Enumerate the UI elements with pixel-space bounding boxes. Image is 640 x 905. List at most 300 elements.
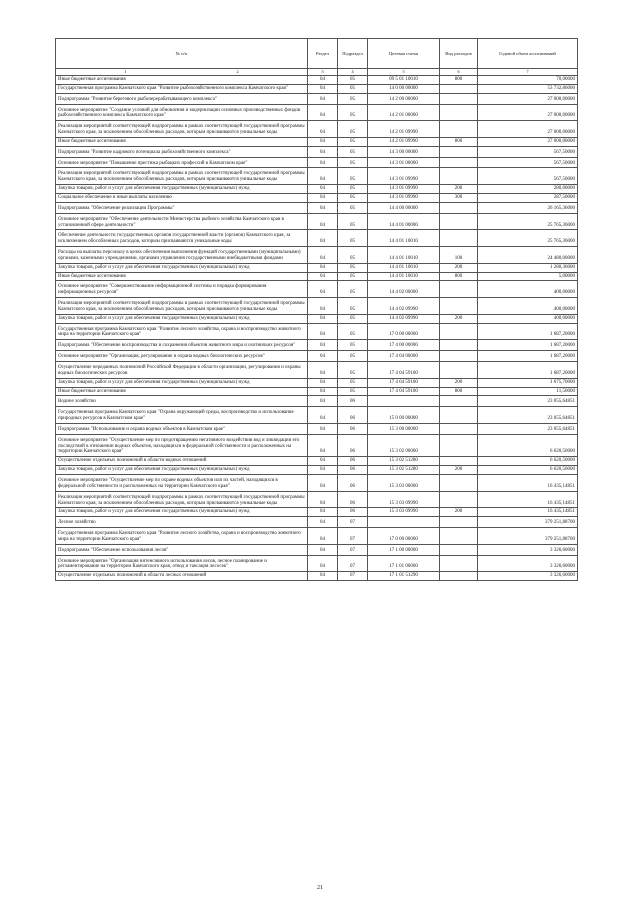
row-amount: 26 165,36000 bbox=[478, 202, 578, 213]
table-row bbox=[56, 474, 578, 491]
row-section: 04 bbox=[308, 491, 338, 508]
row-amount: 27 000,00000 bbox=[478, 121, 578, 138]
row-amount: 6 620,50000 bbox=[478, 434, 578, 457]
table-row bbox=[56, 491, 578, 508]
header-annual-amount: Годовой объем ассигнований bbox=[478, 39, 578, 69]
table-row bbox=[56, 423, 578, 434]
table-row bbox=[56, 434, 578, 457]
table-row bbox=[56, 407, 578, 424]
row-expense-type bbox=[440, 517, 478, 528]
row-amount: 1 687,20000 bbox=[478, 340, 578, 351]
row-subsection: 05 bbox=[338, 213, 368, 230]
table-row bbox=[56, 146, 578, 157]
row-section: 04 bbox=[308, 407, 338, 424]
row-subsection: 07 bbox=[338, 528, 368, 545]
row-amount: 23 055,64851 bbox=[478, 396, 578, 407]
row-subsection: 05 bbox=[338, 168, 368, 185]
row-amount: 1 675,70000 bbox=[478, 378, 578, 387]
column-number-1: 1 bbox=[124, 68, 127, 74]
row-description: Водное хозяйство bbox=[56, 396, 308, 407]
table-row bbox=[56, 340, 578, 351]
row-expense-type bbox=[440, 84, 478, 93]
row-expense-type: 200 bbox=[440, 466, 478, 475]
row-description: Государственная программа Камчатского края "Развитие лесного хозяйства, охрана и воспроизводство животного мира на территории Камчатского края" bbox=[56, 323, 308, 340]
table-row bbox=[56, 528, 578, 545]
row-section: 04 bbox=[308, 272, 338, 281]
row-subsection: 05 bbox=[338, 137, 368, 146]
row-expense-type bbox=[440, 544, 478, 555]
row-section: 04 bbox=[308, 202, 338, 213]
row-section: 04 bbox=[308, 544, 338, 555]
row-description: Основное мероприятие "Осуществление мер по охране водных объектов или их частей, находящихся в федеральной собственности и расположенных на территории Камчатского края" bbox=[56, 474, 308, 491]
row-target-article: 14 4 01 00000 bbox=[368, 213, 440, 230]
column-number-row bbox=[56, 69, 578, 76]
row-subsection: 05 bbox=[338, 84, 368, 93]
row-amount: 280,00000 bbox=[478, 185, 578, 194]
row-expense-type bbox=[440, 93, 478, 104]
row-section: 04 bbox=[308, 362, 338, 379]
table-row bbox=[56, 466, 578, 475]
row-expense-type bbox=[440, 491, 478, 508]
table-row bbox=[56, 104, 578, 121]
table-row bbox=[56, 84, 578, 93]
row-description: Иные бюджетные ассигнования bbox=[56, 387, 308, 396]
row-subsection: 05 bbox=[338, 263, 368, 272]
row-subsection: 05 bbox=[338, 314, 368, 323]
row-subsection: 06 bbox=[338, 474, 368, 491]
column-number-2: 2 bbox=[236, 68, 239, 74]
row-subsection: 06 bbox=[338, 396, 368, 407]
row-target-article: 14 4 01 10010 bbox=[368, 263, 440, 272]
row-amount: 400,00000 bbox=[478, 298, 578, 315]
row-target-article: 14 4 00 00000 bbox=[368, 202, 440, 213]
row-amount: 5,00000 bbox=[478, 272, 578, 281]
row-subsection: 05 bbox=[338, 93, 368, 104]
row-amount: 23 055,64851 bbox=[478, 407, 578, 424]
row-target-article: 15 3 02 51280 bbox=[368, 457, 440, 466]
table-row bbox=[56, 396, 578, 407]
row-expense-type bbox=[440, 213, 478, 230]
table-row bbox=[56, 263, 578, 272]
header-name: № п/п bbox=[56, 39, 308, 69]
row-section: 04 bbox=[308, 157, 338, 168]
row-expense-type: 800 bbox=[440, 76, 478, 85]
row-subsection: 06 bbox=[338, 423, 368, 434]
row-target-article: 14 3 00 00000 bbox=[368, 146, 440, 157]
row-target-article: 17 1 00 00000 bbox=[368, 544, 440, 555]
row-section: 04 bbox=[308, 121, 338, 138]
row-expense-type: 200 bbox=[440, 185, 478, 194]
row-section: 04 bbox=[308, 263, 338, 272]
row-amount: 70,00000 bbox=[478, 76, 578, 85]
table-row bbox=[56, 76, 578, 85]
row-expense-type: 800 bbox=[440, 137, 478, 146]
row-subsection: 05 bbox=[338, 230, 368, 247]
row-target-article: 14 4 02 09990 bbox=[368, 298, 440, 315]
row-description: Основное мероприятие "Организация, регулирование и охрана водных биологических ресурсов" bbox=[56, 351, 308, 362]
row-subsection: 05 bbox=[338, 272, 368, 281]
row-amount: 27 000,00000 bbox=[478, 137, 578, 146]
row-target-article: 14 4 01 10010 bbox=[368, 230, 440, 247]
column-number bbox=[56, 69, 308, 76]
column-number: 3 bbox=[308, 69, 338, 76]
row-target-article: 17 4 04 59100 bbox=[368, 387, 440, 396]
table-row bbox=[56, 544, 578, 555]
row-amount: 567,50000 bbox=[478, 146, 578, 157]
row-description: Основное мероприятие "Обеспечение деятельности Министерства рыбного хозяйства Камчатского края в установленной сфере деятельности" bbox=[56, 213, 308, 230]
row-subsection: 05 bbox=[338, 378, 368, 387]
row-target-article: 17 1 01 51290 bbox=[368, 572, 440, 581]
row-target-article: 14 3 01 09990 bbox=[368, 193, 440, 202]
row-amount: 23 055,64851 bbox=[478, 423, 578, 434]
header-target-article: Целевая статья bbox=[368, 39, 440, 69]
row-target-article: 17 0 00 00000 bbox=[368, 528, 440, 545]
row-description: Реализация мероприятий соответствующей подпрограммы в рамках соответствующей государственной программы Камчатского края, за исключением обособленных расходов, которым присваиваются уникальные коды bbox=[56, 298, 308, 315]
row-expense-type: 100 bbox=[440, 247, 478, 264]
row-amount: 24 480,00000 bbox=[478, 247, 578, 264]
row-target-article: 14 4 02 00000 bbox=[368, 281, 440, 298]
budget-allocation-table bbox=[55, 38, 578, 581]
row-section: 04 bbox=[308, 146, 338, 157]
row-target-article: 17 4 04 59100 bbox=[368, 362, 440, 379]
header-expense-type: Вид расходов bbox=[440, 39, 478, 69]
row-section: 04 bbox=[308, 314, 338, 323]
row-expense-type: 200 bbox=[440, 314, 478, 323]
row-description: Государственная программа Камчатского края "Развитие лесного хозяйства, охрана и воспроизводство животного мира на территории Камчатского края" bbox=[56, 528, 308, 545]
row-expense-type: 200 bbox=[440, 378, 478, 387]
table-row bbox=[56, 272, 578, 281]
row-expense-type bbox=[440, 434, 478, 457]
row-section: 04 bbox=[308, 423, 338, 434]
row-subsection: 05 bbox=[338, 351, 368, 362]
budget-document-page bbox=[55, 38, 577, 581]
row-section: 04 bbox=[308, 474, 338, 491]
row-description: Подпрограмма "Обеспечение реализации Программы" bbox=[56, 202, 308, 213]
row-subsection: 05 bbox=[338, 281, 368, 298]
row-target-article: 15 0 00 00000 bbox=[368, 407, 440, 424]
row-expense-type bbox=[440, 157, 478, 168]
row-amount: 27 000,00000 bbox=[478, 104, 578, 121]
row-expense-type: 800 bbox=[440, 387, 478, 396]
table-row bbox=[56, 202, 578, 213]
table-row bbox=[56, 387, 578, 396]
row-section: 04 bbox=[308, 387, 338, 396]
row-expense-type: 200 bbox=[440, 508, 478, 517]
row-target-article: 09 5 01 10010 bbox=[368, 76, 440, 85]
row-description: Закупка товаров, работ и услуг для обеспечения государственных (муниципальных) нужд bbox=[56, 508, 308, 517]
row-expense-type bbox=[440, 323, 478, 340]
row-amount: 1 687,20000 bbox=[478, 351, 578, 362]
row-amount: 567,50000 bbox=[478, 168, 578, 185]
row-amount: 11,50000 bbox=[478, 387, 578, 396]
row-expense-type bbox=[440, 340, 478, 351]
row-amount: 567,50000 bbox=[478, 157, 578, 168]
row-section: 04 bbox=[308, 193, 338, 202]
row-amount: 16 435,14851 bbox=[478, 491, 578, 508]
row-section: 04 bbox=[308, 466, 338, 475]
row-target-article: 14 4 01 10010 bbox=[368, 247, 440, 264]
row-target-article: 14 0 00 00000 bbox=[368, 84, 440, 93]
row-subsection: 07 bbox=[338, 544, 368, 555]
row-amount: 6 620,50000 bbox=[478, 457, 578, 466]
row-subsection: 05 bbox=[338, 202, 368, 213]
row-expense-type bbox=[440, 572, 478, 581]
row-amount: 379 251,88700 bbox=[478, 517, 578, 528]
column-number: 4 bbox=[338, 69, 368, 76]
row-target-article bbox=[368, 396, 440, 407]
header-subsection: Подраздел bbox=[338, 39, 368, 69]
row-section: 04 bbox=[308, 457, 338, 466]
row-target-article: 17 4 00 00000 bbox=[368, 340, 440, 351]
row-target-article: 14 4 02 09990 bbox=[368, 314, 440, 323]
page-number: 21 bbox=[317, 885, 323, 891]
table-header bbox=[56, 39, 578, 76]
row-description: Основное мероприятие "Организация интенсивного использования лесов, лесное планирование и регламентирование на территории Камчатского края, отвод и таксация лесосек" bbox=[56, 555, 308, 572]
row-subsection: 06 bbox=[338, 434, 368, 457]
row-expense-type bbox=[440, 281, 478, 298]
row-amount: 16 435,14851 bbox=[478, 508, 578, 517]
row-subsection: 05 bbox=[338, 340, 368, 351]
row-description: Осуществление отдельных полномочий в области водных отношений bbox=[56, 457, 308, 466]
table-row bbox=[56, 351, 578, 362]
row-description: Расходы на выплаты персоналу в целях обеспечения выполнения функций государственными (муниципальными) органами, казенными учреждениями, органами управления государственными внебюджетными фондами bbox=[56, 247, 308, 264]
table-row bbox=[56, 121, 578, 138]
row-expense-type: 300 bbox=[440, 193, 478, 202]
row-expense-type bbox=[440, 555, 478, 572]
row-subsection: 05 bbox=[338, 362, 368, 379]
column-number: 7 bbox=[478, 69, 578, 76]
row-target-article: 15 3 03 09990 bbox=[368, 508, 440, 517]
row-amount: 3 326,60000 bbox=[478, 555, 578, 572]
row-expense-type bbox=[440, 121, 478, 138]
row-amount: 287,50000 bbox=[478, 193, 578, 202]
row-description: Иные бюджетные ассигнования bbox=[56, 76, 308, 85]
row-amount: 400,00000 bbox=[478, 281, 578, 298]
row-subsection: 05 bbox=[338, 146, 368, 157]
table-row bbox=[56, 572, 578, 581]
row-target-article: 15 3 00 00000 bbox=[368, 423, 440, 434]
row-section: 04 bbox=[308, 247, 338, 264]
table-row bbox=[56, 362, 578, 379]
row-amount: 1 687,20000 bbox=[478, 323, 578, 340]
row-expense-type: 200 bbox=[440, 263, 478, 272]
row-amount: 1 280,36000 bbox=[478, 263, 578, 272]
row-target-article: 15 3 03 00000 bbox=[368, 474, 440, 491]
row-description: Реализация мероприятий соответствующей подпрограммы в рамках соответствующей государственной программы Камчатского края, за исключением обособленных расходов, которым присваиваются уникальные коды bbox=[56, 121, 308, 138]
row-subsection: 05 bbox=[338, 157, 368, 168]
row-target-article: 17 4 04 00000 bbox=[368, 351, 440, 362]
row-section: 04 bbox=[308, 572, 338, 581]
row-section: 04 bbox=[308, 555, 338, 572]
row-subsection: 05 bbox=[338, 76, 368, 85]
column-number: 6 bbox=[440, 69, 478, 76]
row-amount: 16 435,14851 bbox=[478, 474, 578, 491]
row-subsection: 05 bbox=[338, 298, 368, 315]
row-description: Государственная программа Камчатского края "Развитие рыбохозяйственного комплекса Камчатского края" bbox=[56, 84, 308, 93]
table-row bbox=[56, 157, 578, 168]
table-row bbox=[56, 508, 578, 517]
table-row bbox=[56, 230, 578, 247]
row-target-article: 15 3 02 51280 bbox=[368, 466, 440, 475]
row-subsection: 05 bbox=[338, 121, 368, 138]
table-row bbox=[56, 457, 578, 466]
row-expense-type bbox=[440, 528, 478, 545]
row-description: Подпрограмма "Развитие берегового рыбоперерабатывающего комплекса" bbox=[56, 93, 308, 104]
row-description: Иные бюджетные ассигнования bbox=[56, 272, 308, 281]
row-expense-type bbox=[440, 298, 478, 315]
row-expense-type bbox=[440, 202, 478, 213]
table-row bbox=[56, 193, 578, 202]
row-description: Основное мероприятие "Создание условий для обновления и модернизации основных производственных фондов рыбохозяйственного комплекса Камчатского края" bbox=[56, 104, 308, 121]
row-target-article: 14 3 01 09990 bbox=[368, 168, 440, 185]
row-section: 04 bbox=[308, 84, 338, 93]
row-description: Подпрограмма "Использование и охрана водных объектов в Камчатском крае" bbox=[56, 423, 308, 434]
row-amount: 400,00000 bbox=[478, 314, 578, 323]
row-subsection: 07 bbox=[338, 517, 368, 528]
row-amount: 27 000,00000 bbox=[478, 93, 578, 104]
row-expense-type bbox=[440, 407, 478, 424]
row-target-article: 17 4 04 59100 bbox=[368, 378, 440, 387]
row-target-article: 14 3 01 00000 bbox=[368, 157, 440, 168]
row-amount: 25 765,36000 bbox=[478, 230, 578, 247]
table-row bbox=[56, 298, 578, 315]
table-row bbox=[56, 517, 578, 528]
row-description: Иные бюджетные ассигнования bbox=[56, 137, 308, 146]
row-section: 04 bbox=[308, 104, 338, 121]
row-subsection: 06 bbox=[338, 457, 368, 466]
row-description: Подпрограмма "Обеспечение воспроизводства и сохранения объектов животного мира и охотничьих ресурсов" bbox=[56, 340, 308, 351]
row-subsection: 05 bbox=[338, 104, 368, 121]
table-row bbox=[56, 213, 578, 230]
row-description: Государственная программа Камчатского края "Охрана окружающей среды, воспроизводство и использование природных ресурсов в Камчатском крае" bbox=[56, 407, 308, 424]
row-section: 04 bbox=[308, 168, 338, 185]
row-description: Социальное обеспечение и иные выплаты населению bbox=[56, 193, 308, 202]
row-expense-type bbox=[440, 457, 478, 466]
row-section: 04 bbox=[308, 230, 338, 247]
table-row bbox=[56, 168, 578, 185]
row-subsection: 07 bbox=[338, 572, 368, 581]
row-subsection: 05 bbox=[338, 323, 368, 340]
row-description: Закупка товаров, работ и услуг для обеспечения государственных (муниципальных) нужд bbox=[56, 378, 308, 387]
row-amount: 25 765,36000 bbox=[478, 213, 578, 230]
row-target-article: 14 2 01 09990 bbox=[368, 137, 440, 146]
table-row bbox=[56, 323, 578, 340]
row-section: 04 bbox=[308, 508, 338, 517]
row-section: 04 bbox=[308, 340, 338, 351]
column-number: 5 bbox=[368, 69, 440, 76]
table-row bbox=[56, 247, 578, 264]
row-section: 04 bbox=[308, 517, 338, 528]
row-description: Закупка товаров, работ и услуг для обеспечения государственных (муниципальных) нужд bbox=[56, 263, 308, 272]
row-section: 04 bbox=[308, 213, 338, 230]
row-description: Подпрограмма "Обеспечение использования лесов" bbox=[56, 544, 308, 555]
table-row bbox=[56, 137, 578, 146]
row-target-article: 14 2 01 09990 bbox=[368, 121, 440, 138]
table-row bbox=[56, 185, 578, 194]
row-amount: 6 620,50000 bbox=[478, 466, 578, 475]
row-target-article: 14 4 01 10010 bbox=[368, 272, 440, 281]
row-section: 04 bbox=[308, 93, 338, 104]
row-target-article: 14 2 01 00000 bbox=[368, 104, 440, 121]
row-amount: 379 251,88700 bbox=[478, 528, 578, 545]
row-description: Основное мероприятие "Осуществление мер по предотвращению негативного воздействия вод и ликвидации его последствий в отношении водных объектов, находящихся в федеральной собственности и расположенных на территории Камчатского края" bbox=[56, 434, 308, 457]
table-row bbox=[56, 555, 578, 572]
row-section: 04 bbox=[308, 396, 338, 407]
row-amount: 3 326,60000 bbox=[478, 572, 578, 581]
table-body bbox=[56, 76, 578, 581]
row-subsection: 06 bbox=[338, 491, 368, 508]
row-expense-type bbox=[440, 396, 478, 407]
row-expense-type bbox=[440, 146, 478, 157]
table-row bbox=[56, 281, 578, 298]
row-subsection: 07 bbox=[338, 555, 368, 572]
row-amount: 1 687,20000 bbox=[478, 362, 578, 379]
row-section: 04 bbox=[308, 281, 338, 298]
row-description: Реализация мероприятий соответствующей подпрограммы в рамках соответствующей государственной программы Камчатского края, за исключением обособленных расходов, которым присваиваются уникальные коды bbox=[56, 168, 308, 185]
row-expense-type: 800 bbox=[440, 272, 478, 281]
row-description: Основное мероприятие "Повышение престижа рыбацких профессий в Камчатском крае" bbox=[56, 157, 308, 168]
row-expense-type bbox=[440, 474, 478, 491]
row-section: 04 bbox=[308, 298, 338, 315]
row-section: 04 bbox=[308, 137, 338, 146]
row-description: Осуществление переданных полномочий Российской Федерации в области организации, регулирования и охраны водных биологических ресурсов bbox=[56, 362, 308, 379]
table-row bbox=[56, 93, 578, 104]
row-target-article: 17 0 00 00000 bbox=[368, 323, 440, 340]
row-expense-type bbox=[440, 230, 478, 247]
row-section: 04 bbox=[308, 378, 338, 387]
table-row bbox=[56, 378, 578, 387]
row-section: 04 bbox=[308, 323, 338, 340]
row-amount: 53 732,86000 bbox=[478, 84, 578, 93]
row-description: Закупка товаров, работ и услуг для обеспечения государственных (муниципальных) нужд bbox=[56, 466, 308, 475]
row-description: Закупка товаров, работ и услуг для обеспечения государственных (муниципальных) нужд bbox=[56, 314, 308, 323]
row-subsection: 06 bbox=[338, 407, 368, 424]
row-expense-type bbox=[440, 351, 478, 362]
row-target-article: 15 3 02 00000 bbox=[368, 434, 440, 457]
row-section: 04 bbox=[308, 434, 338, 457]
row-target-article: 14 2 00 00000 bbox=[368, 93, 440, 104]
row-description: Закупка товаров, работ и услуг для обеспечения государственных (муниципальных) нужд bbox=[56, 185, 308, 194]
row-description: Обеспечение деятельности государственных органов государственной власти (органов) Камчатского края, за исключением обособленных расходов, которым присваиваются уникальные коды bbox=[56, 230, 308, 247]
row-subsection: 05 bbox=[338, 185, 368, 194]
row-description: Подпрограмма "Развитие кадрового потенциала рыбохозяйственного комплекса" bbox=[56, 146, 308, 157]
row-target-article bbox=[368, 517, 440, 528]
table-row bbox=[56, 314, 578, 323]
row-expense-type bbox=[440, 362, 478, 379]
header-section: Раздел bbox=[308, 39, 338, 69]
row-section: 04 bbox=[308, 76, 338, 85]
row-subsection: 06 bbox=[338, 508, 368, 517]
row-section: 04 bbox=[308, 528, 338, 545]
row-subsection: 06 bbox=[338, 466, 368, 475]
row-subsection: 05 bbox=[338, 387, 368, 396]
row-subsection: 05 bbox=[338, 247, 368, 264]
row-amount: 3 326,60000 bbox=[478, 544, 578, 555]
row-description: Осуществление отдельных полномочий в области лесных отношений bbox=[56, 572, 308, 581]
row-expense-type bbox=[440, 423, 478, 434]
row-target-article: 14 3 01 09990 bbox=[368, 185, 440, 194]
row-description: Реализация мероприятий соответствующей подпрограммы в рамках соответствующей государственной программы Камчатского края, за исключением обособленных расходов, которым присваиваются уникальные коды bbox=[56, 491, 308, 508]
row-section: 04 bbox=[308, 351, 338, 362]
row-expense-type bbox=[440, 104, 478, 121]
row-expense-type bbox=[440, 168, 478, 185]
row-description: Основное мероприятие "Совершенствование информационной системы и порядка формирования информационных ресурсов" bbox=[56, 281, 308, 298]
row-target-article: 17 1 01 00000 bbox=[368, 555, 440, 572]
row-section: 04 bbox=[308, 185, 338, 194]
row-subsection: 05 bbox=[338, 193, 368, 202]
row-target-article: 15 3 03 09990 bbox=[368, 491, 440, 508]
row-description: Лесное хозяйство bbox=[56, 517, 308, 528]
